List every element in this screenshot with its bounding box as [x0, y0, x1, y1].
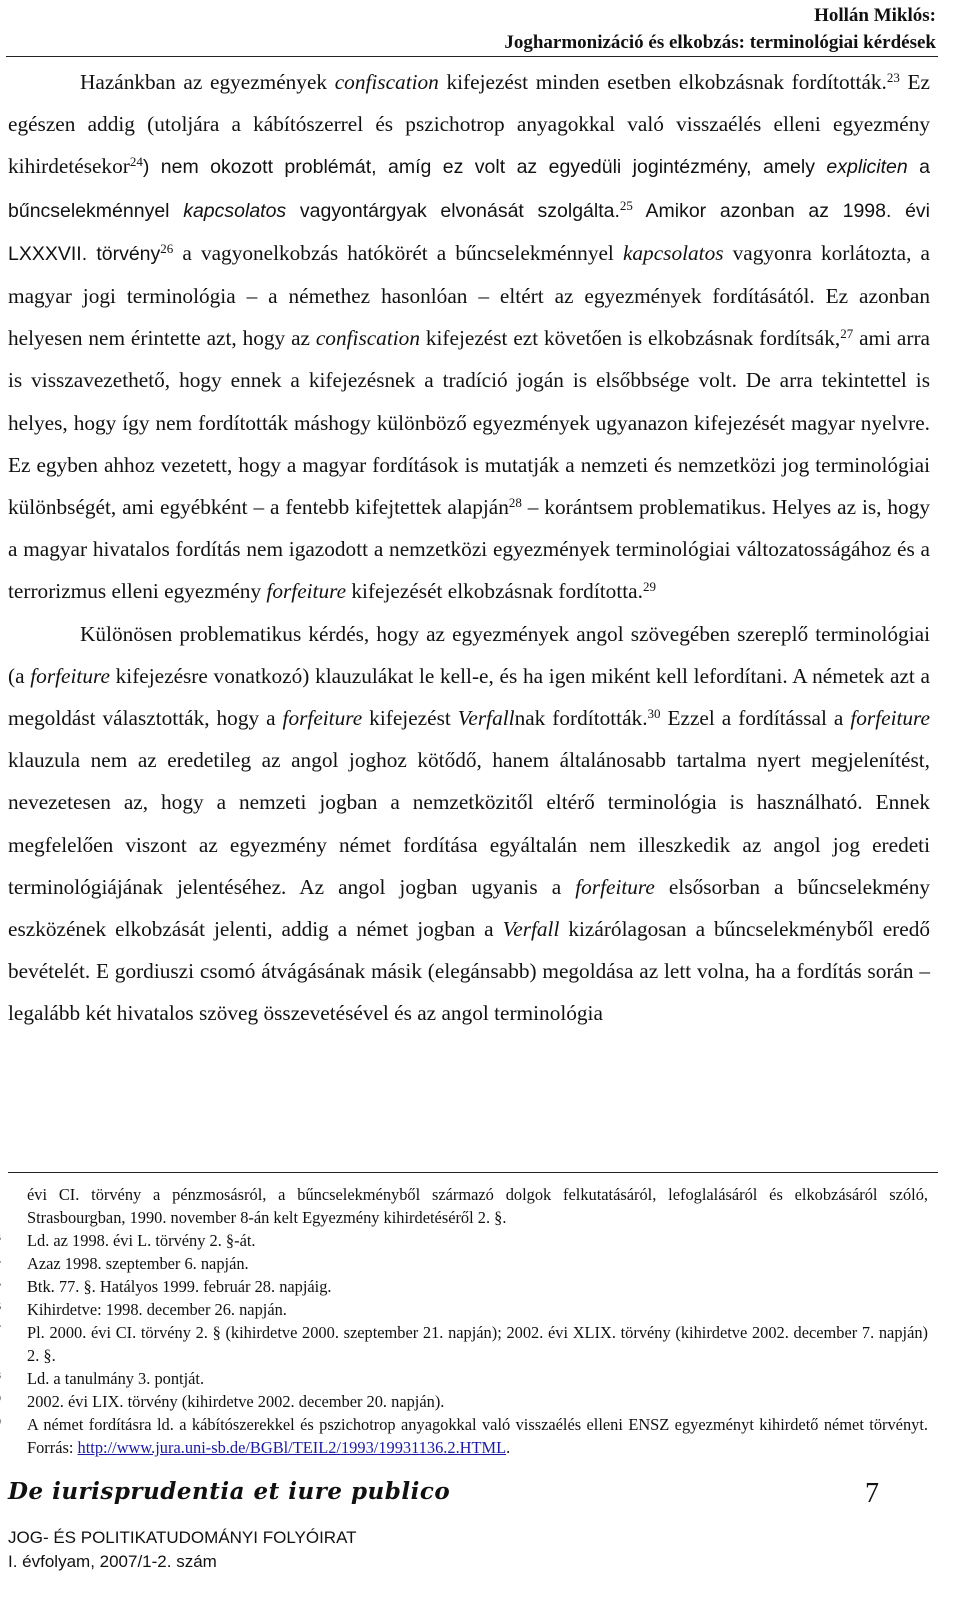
text-run: kifejezést [362, 706, 458, 731]
text-run: Ez egészen addig (utoljára a kábítószerrel és pszichotrop anyagokkal való visszaélés elleni egyezmény kihirdetésekor [8, 70, 931, 179]
text-run: Amikor azonban az 1998. évi LXXXVII. törvény [8, 199, 931, 265]
text-run: ) nem okozott problémát, amíg ez volt az egyedüli jogintézmény, amely [142, 156, 827, 179]
footnote-text: Azaz 1998. szeptember 6. napján. [27, 1254, 249, 1273]
footnote [8, 1252, 928, 1275]
text-run: klauzula nem az eredetileg az angol joghoz kötődő, hanem általánosabb tartalma nyert megjelenítést, nevezetesen az, hogy a nemzeti jogban a nemzetközitől eltérő terminológia is használható. Ennek megfelelően viszont az egyezmény német fordítása egyáltalán nem illeszkedik az angol jog eredeti terminológiájának jelentéséhez. Az angol jogban ugyanis a [8, 748, 930, 899]
paragraph [8, 613, 930, 1035]
footnote-ref: 30 [647, 706, 661, 722]
footnote-text: 2002. évi LIX. törvény (kihirdetve 2002. december 20. napján). [27, 1392, 445, 1411]
italic-term: forfeiture [282, 706, 363, 731]
footnote [8, 1275, 928, 1298]
italic-term: Verfall [502, 917, 560, 942]
running-header [504, 2, 936, 56]
italic-term: Verfall [457, 706, 515, 731]
footnote [8, 1298, 928, 1321]
footnote-text: Pl. 2000. évi CI. törvény 2. § (kihirdetve 2000. szeptember 21. napján); 2002. évi XLIX. törvény (kihirdetve 2002. december 7. napján) 2. §. [27, 1323, 928, 1365]
text-run: elsősorban a bűncselekmény eszközének elkobzását jelenti, addig a német jogban a [8, 874, 930, 942]
text-run: kifejezést ezt követően is elkobzásnak fordítsák, [419, 326, 841, 351]
footnote-ref: 28 [508, 495, 522, 511]
text-run: a bűncselekménnyel [8, 156, 930, 222]
footnote-text: Ld. az 1998. évi L. törvény 2. §-át. [27, 1231, 256, 1250]
footnote [8, 1390, 928, 1413]
text-run: kifejezésre vonatkozó) klauzulákat le kell-e, és ha igen miként kell lefordítani. A németek azt a megoldást választották, hogy a [8, 663, 930, 731]
italic-term: forfeiture [850, 706, 930, 731]
footnote-text: Btk. 77. §. Hatályos 1999. február 28. napjáig. [27, 1277, 332, 1296]
text-run: kizárólagosan a bűncselekményből eredő bevételét. E gordiuszi csomó átvágásának másik (elegánsabb) megoldása az lett volna, ha a fordítás során – legalább két hivatalos szöveg összevetésével és az angol terminológia [8, 917, 930, 1026]
italic-term: expliciten [826, 156, 908, 179]
text-run: Ezzel a fordítással a [660, 706, 851, 731]
text-run: Hazánkban az egyezmények [80, 70, 335, 94]
footnote [8, 1229, 928, 1252]
footnote-ref: 27 [840, 326, 854, 342]
italic-term: kapcsolatos [183, 199, 287, 222]
paragraph [8, 61, 930, 613]
text-run: vagyonra korlátozta, a magyar jogi terminológia – a némethez hasonlóan – eltért az egyezmények fordításától. Ez azonban helyesen nem érintette azt, hogy az [8, 240, 930, 351]
source-link[interactable]: http://www.jura.uni-sb.de/BGBl/TEIL2/1993/19931136.2.HTML [77, 1438, 507, 1457]
footnote-rule [8, 1172, 938, 1173]
footnote [8, 1367, 928, 1390]
journal-title: De iurisprudentia et iure publico [8, 1478, 451, 1505]
italic-term: kapcsolatos [622, 240, 724, 265]
text-run: a vagyonelkobzás hatókörét a bűncselekménnyel [173, 240, 623, 265]
text-run: vagyontárgyak elvonását szolgálta. [286, 199, 620, 222]
header-rule [6, 56, 938, 57]
text-run: – korántsem problematikus. Helyes az is, hogy a magyar hivatalos fordítás nem igazodott a nemzetközi egyezmények terminológiai változatosságához és a terrorizmus elleni egyezmény [8, 495, 930, 604]
text-run: kifejezését elkobzásnak fordította. [346, 579, 643, 604]
footnote-ref: 26 [160, 240, 174, 256]
text-run: ami arra is visszavezethető, hogy ennek a kifejezésnek a tradíció jogán is elsőbbsége volt. De arra tekintettel is helyes, hogy így nem fordították máshogy különböző egyezmények ugyanazon kifejezését magyar nyelvre. Ez egyben ahhoz vezetett, hogy a magyar fordítások is mutatják a nemzeti és nemzetközi jog terminológiai különbségét, ami egyébként – a fentebb kifejtettek alapján [8, 326, 930, 520]
text-run: nak fordították. [514, 706, 648, 731]
footnote-ref: 24 [129, 154, 143, 170]
footnote-ref: 25 [619, 197, 633, 213]
footnote-text: évi CI. törvény a pénzmosásról, a bűncselekményből származó dolgok felkutatásáról, lefoglalásáról és elkobzásáról szóló, Strasbourgban, 1990. november 8-án kelt Egyezmény kihirdetéséről 2. §. [27, 1185, 928, 1227]
footnote [8, 1183, 928, 1229]
journal-subtitle: JOG- ÉS POLITIKATUDOMÁNYI FOLYÓIRAT [8, 1528, 357, 1547]
italic-term: forfeiture [266, 579, 347, 604]
footnote-ref: 29 [642, 579, 656, 595]
header-title: Jogharmonizáció és elkobzás: terminológiai kérdések [504, 32, 936, 53]
footnotes [8, 1183, 928, 1459]
italic-term: confiscation [334, 70, 439, 94]
footnote-text: Ld. a tanulmány 3. pontját. [27, 1369, 205, 1388]
footnote [8, 1413, 928, 1459]
page-number: 7 [865, 1478, 879, 1509]
footnote-text: A német fordításra ld. a kábítószerekkel és pszichotrop anyagokkal való visszaélés elleni ENSZ egyezményt kihirdető német törvényt. Forrás: [27, 1415, 928, 1457]
journal-info [8, 1526, 357, 1574]
italic-term: forfeiture [575, 874, 655, 899]
footnote [8, 1321, 928, 1367]
text-run: Különösen problematikus kérdés, hogy az egyezmények angol szövegében szereplő terminológiai (a [8, 621, 930, 688]
footnote-text: . [506, 1438, 511, 1457]
footnote-text: Kihirdetve: 1998. december 26. napján. [27, 1300, 287, 1319]
text-run: kifejezést minden esetben elkobzásnak fordították. [438, 70, 887, 94]
header-author: Hollán Miklós: [814, 5, 936, 26]
journal-volume: I. évfolyam, 2007/1-2. szám [8, 1552, 217, 1571]
footnote-ref: 23 [886, 70, 900, 85]
italic-term: confiscation [315, 326, 420, 351]
body-text [8, 61, 930, 1035]
italic-term: forfeiture [30, 663, 110, 688]
